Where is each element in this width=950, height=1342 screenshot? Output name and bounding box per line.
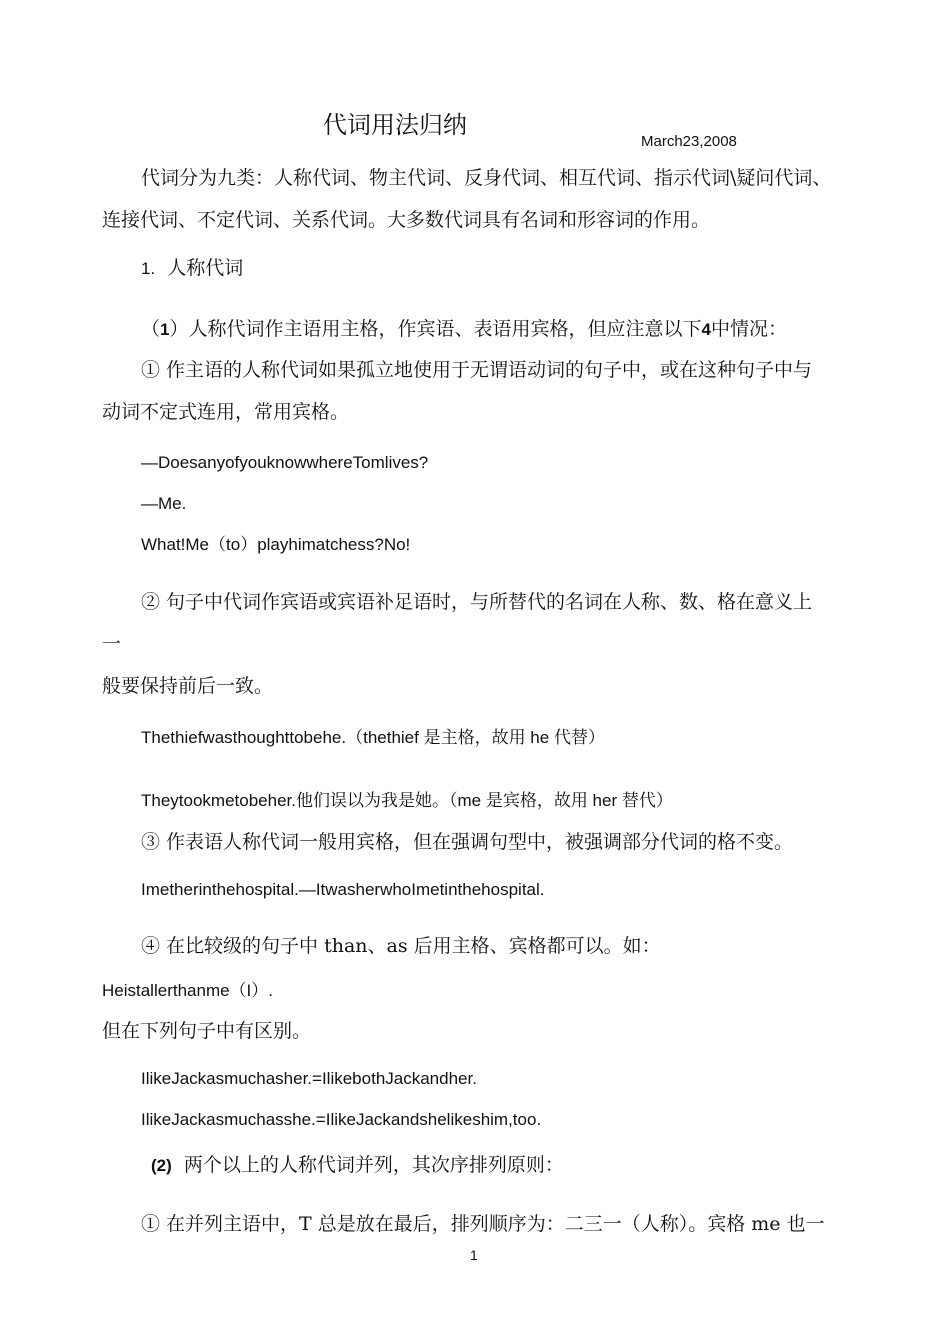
example-2: —Me. [141,494,187,513]
intro-line-2: 连接代词、不定代词、关系代词。大多数代词具有名词和形容词的作用。 [102,209,711,231]
document-date: March23,2008 [641,133,737,150]
page-number: 1 [470,1247,478,1263]
section-1-title: 人称代词 [167,257,244,279]
example-8: IlikeJackasmuchasher.=IlikebothJackandher. [141,1069,477,1088]
subsection-1-count: 4 [701,320,711,339]
example-3: What!Me（to）playhimatchess?No! [141,535,411,554]
point-5-line-1: ① 在并列主语中，T 总是放在最后，排列顺序为：二三一（人称）。宾格 me 也一 [141,1213,825,1235]
point-3-line-1: ③ 作表语人称代词一般用宾格，但在强调句型中，被强调部分代词的格不变。 [141,831,794,853]
subsection-2-heading [151,1153,564,1178]
example-4: Thethiefwasthoughttobehe.（thethief 是主格，故用 he 代替） [141,728,605,747]
point-2-line-1: ② 句子中代词作宾语或宾语补足语时，与所替代的名词在人称、数、格在意义上 [141,591,813,613]
subsection-1-heading [141,317,787,342]
section-1-heading [141,256,243,281]
subsection-2-text: 两个以上的人称代词并列，其次序排列原则： [183,1154,564,1176]
point-2-line-3: 般要保持前后一致。 [102,675,274,697]
document-title: 代词用法归纳 [323,111,467,139]
subsection-1-text-b: 中情况： [710,318,787,340]
point-4-line-1: ④ 在比较级的句子中 than、as 后用主格、宾格都可以。如： [141,935,661,957]
subsection-1-text-a: ）人称代词作主语用主格，作宾语、表语用宾格，但应注意以下 [169,318,702,340]
point-2-line-2: 一 [102,633,122,655]
example-1: —DoesanyofyouknowwhereTomlives? [141,453,429,472]
example-5: Theytookmetobeher.他们误以为我是她。（me 是宾格，故用 her 替代） [141,791,673,810]
example-9: IlikeJackasmuchasshe.=IlikeJackandshelikeshim,too. [141,1110,542,1129]
subsection-1-open-paren: （ [141,318,161,340]
point-4-line-2: 但在下列句子中有区别。 [102,1020,312,1042]
point-1-line-1: ① 作主语的人称代词如果孤立地使用于无谓语动词的句子中，或在这种句子中与 [141,359,813,381]
section-1-number: 1. [141,259,156,278]
example-7: Heistallerthanme（I）. [102,981,274,1000]
intro-line-1: 代词分为九类：人称代词、物主代词、反身代词、相互代词、指示代词\疑问代词、 [141,167,832,189]
subsection-2-number: (2) [151,1156,172,1175]
example-6: Imetherinthehospital.—ItwasherwhoImetinthehospital. [141,880,545,899]
point-1-line-2: 动词不定式连用，常用宾格。 [102,401,350,423]
subsection-1-number: 1 [160,320,170,339]
